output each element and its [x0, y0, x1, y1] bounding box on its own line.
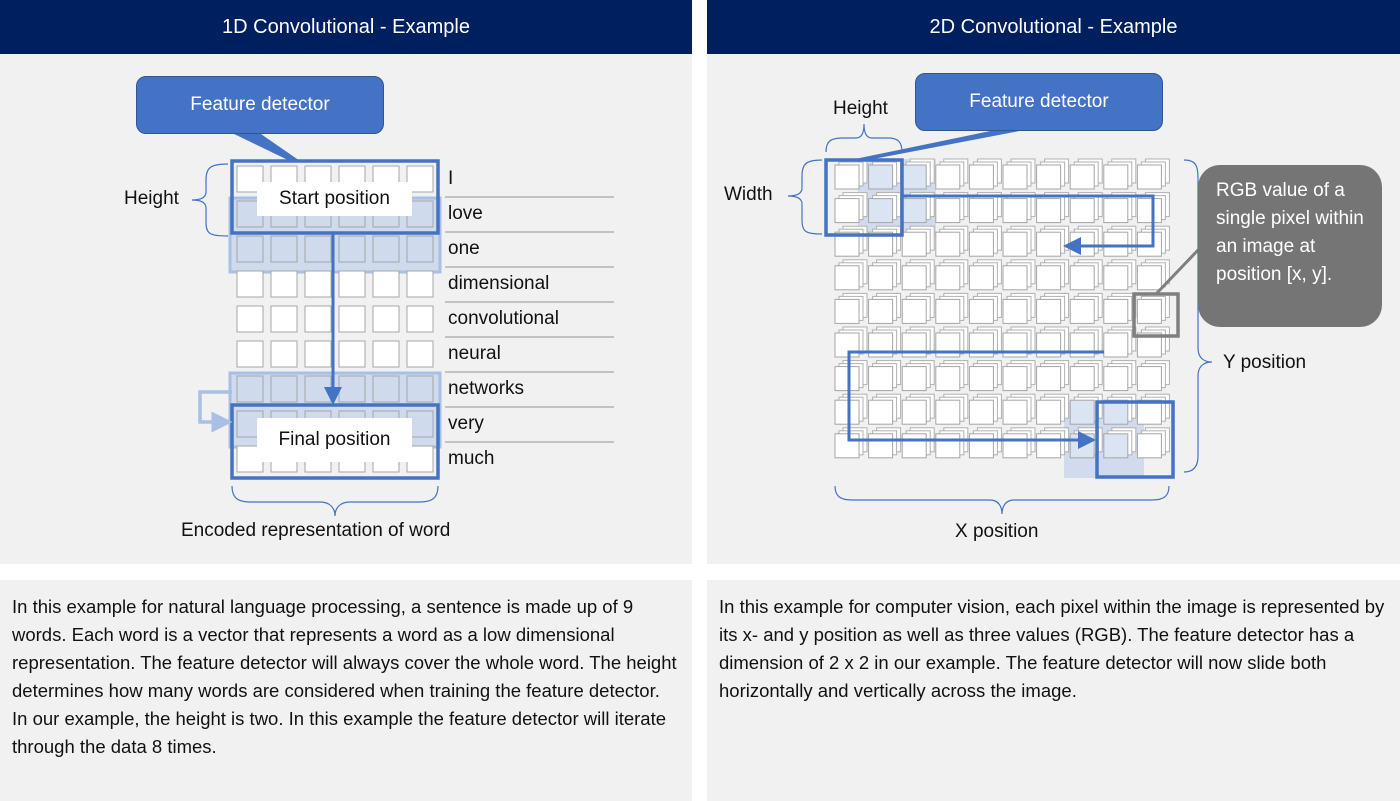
start-position-label: Start position	[257, 182, 412, 216]
right-feature-detector-label: Feature detector	[969, 91, 1109, 112]
word-label: I	[448, 168, 454, 189]
right-feature-detector-callout	[915, 73, 1163, 131]
left-height-label: Height	[124, 188, 179, 209]
word-label: convolutional	[448, 308, 559, 329]
word-label: neural	[448, 343, 501, 364]
left-description: In this example for natural language processing, a sentence is made up of 9 words. Each word is a vector that represents a word as a low dimensional representation. The feature detector will always cover the whole word. The height determines how many words are considered when training the feature detector. In our example, the height is two. In this example the feature detector will iterate through the data 8 times.	[0, 580, 692, 801]
y-position-label: Y position	[1223, 352, 1307, 373]
pixel-rgb-callout: RGB value of a single pixel within an image at position [x, y].	[1198, 165, 1382, 327]
word-label: very	[448, 413, 484, 434]
left-feature-detector-label: Feature detector	[190, 94, 330, 115]
encoded-representation-label: Encoded representation of word	[181, 520, 451, 541]
word-label: love	[448, 203, 483, 224]
right-panel-title: 2D Convolutional - Example	[929, 15, 1178, 38]
word-label: one	[448, 238, 480, 259]
right-width-label: Width	[724, 184, 773, 205]
word-label: networks	[448, 378, 525, 399]
word-label: dimensional	[448, 273, 550, 294]
right-description: In this example for computer vision, each pixel within the image is represented by its x- and y position as well as three values (RGB). The feature detector has a dimension of 2 x 2 in our example. The feature detector will now slide both horizontally and vertically across the image.	[707, 580, 1400, 801]
word-label: much	[448, 448, 495, 469]
right-height-label: Height	[833, 98, 888, 119]
final-position-label: Final position	[257, 418, 412, 462]
x-position-label: X position	[955, 521, 1039, 542]
left-panel-title: 1D Convolutional - Example	[222, 15, 470, 38]
